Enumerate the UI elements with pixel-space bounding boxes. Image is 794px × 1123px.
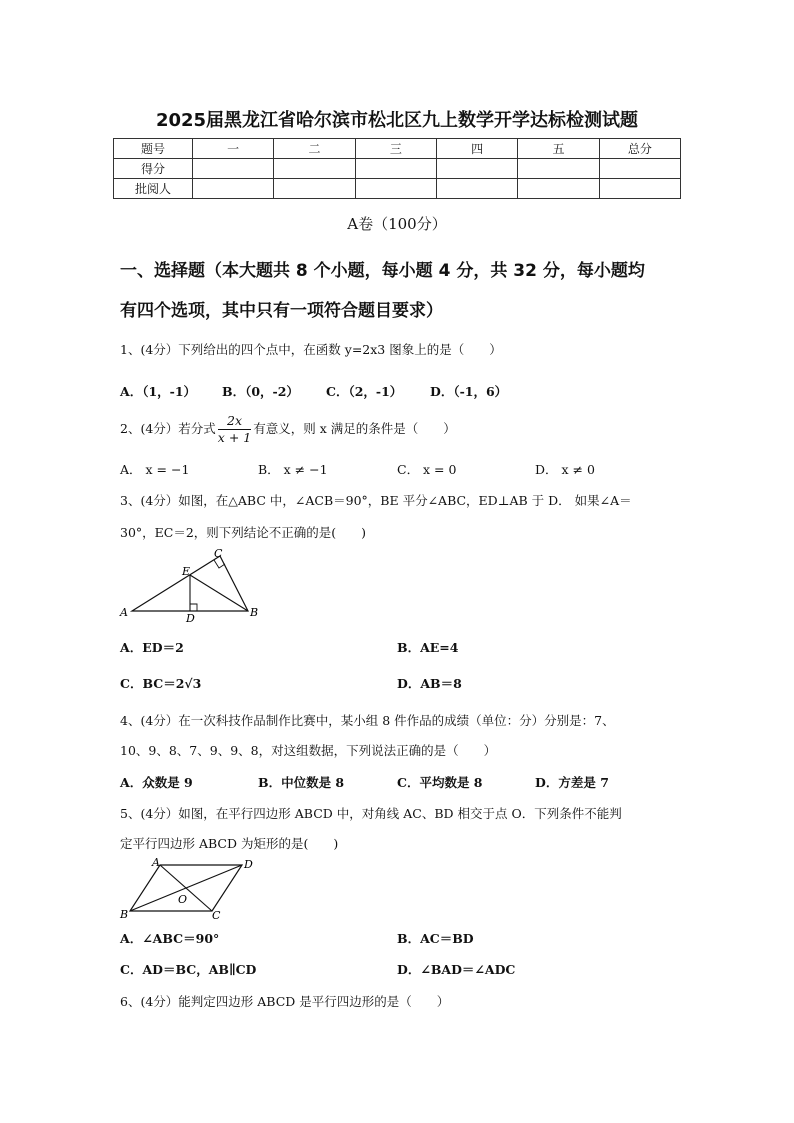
q2-option-c[interactable]: C． x = 0	[397, 462, 457, 477]
label-e: E	[182, 565, 191, 578]
right-angle-mark-d	[190, 604, 197, 611]
triangle-abc-figure	[112, 548, 272, 622]
score-table-row-label: 批阅人	[114, 179, 193, 199]
label-o: O	[178, 893, 188, 906]
question-6-text: 6、(4分）能判定四边形 ABCD 是平行四边形的是（ ）	[120, 994, 450, 1009]
score-table-row	[114, 159, 681, 179]
q2-prefix: 2、(4分）若分式	[120, 421, 216, 436]
q2-option-a[interactable]: A． x = −1	[120, 462, 190, 477]
q2-option-b[interactable]: B． x ≠ −1	[258, 462, 328, 477]
score-cell[interactable]	[518, 159, 599, 179]
right-angle-mark-c	[214, 560, 225, 568]
question-4-line2: 10、9、8、7、9、9、8，对这组数据，下列说法正确的是（ ）	[120, 743, 497, 758]
score-table-header-cell: 四	[436, 139, 517, 159]
score-table-row-label: 得分	[114, 159, 193, 179]
score-table-header-cell: 总分	[599, 139, 680, 159]
parallelogram-abcd-figure	[116, 855, 258, 921]
score-cell[interactable]	[599, 159, 680, 179]
score-cell[interactable]	[193, 179, 274, 199]
q4-option-c[interactable]: C．平均数是 8	[397, 775, 483, 790]
question-5-line2: 定平行四边形 ABCD 为矩形的是( )	[120, 836, 339, 851]
score-cell[interactable]	[355, 179, 436, 199]
q1-option-a[interactable]: A．（1，-1）	[120, 384, 197, 399]
q3-option-d[interactable]: D．AB＝8	[397, 676, 462, 691]
question-3-line2: 30°，EC＝2，则下列结论不正确的是( )	[120, 525, 367, 540]
score-table-header-cell: 题号	[114, 139, 193, 159]
score-table-header-cell: 五	[518, 139, 599, 159]
label-a: A	[120, 606, 128, 619]
section-heading-line2: 有四个选项，其中只有一项符合题目要求）	[120, 301, 443, 321]
question-3-line1: 3、(4分）如图，在△ABC 中，∠ACB＝90°，BE 平分∠ABC，ED⊥AB 于 D． 如果∠A＝	[120, 493, 632, 508]
q2-option-d[interactable]: D． x ≠ 0	[535, 462, 595, 477]
q3-option-a[interactable]: A．ED＝2	[120, 640, 184, 655]
label-d: D	[186, 612, 195, 622]
q2-suffix: 有意义，则 x 满足的条件是（ ）	[253, 421, 456, 436]
q5-option-c[interactable]: C．AD＝BC，AB∥CD	[120, 962, 257, 977]
q1-option-d[interactable]: D．（-1，6）	[430, 384, 508, 399]
label-b: B	[120, 908, 129, 921]
score-table-header-cell: 二	[274, 139, 355, 159]
score-cell[interactable]	[274, 159, 355, 179]
label-c: C	[212, 909, 221, 921]
q3-option-c[interactable]: C．BC＝2√3	[120, 676, 202, 691]
score-cell[interactable]	[599, 179, 680, 199]
label-c: C	[214, 548, 223, 560]
q2-fraction	[218, 413, 251, 446]
question-5-line1: 5、(4分）如图，在平行四边形 ABCD 中，对角线 AC、BD 相交于点 O．下列条件不能判	[120, 806, 622, 821]
section-heading-line1: 一、选择题（本大题共 8 个小题，每小题 4 分，共 32 分，每小题均	[120, 261, 645, 281]
question-1-text: 1、(4分）下列给出的四个点中，在函数 y=2x3 图象上的是（ ）	[120, 342, 502, 357]
score-table-row	[114, 179, 681, 199]
q1-option-b[interactable]: B．（0，-2）	[222, 384, 299, 399]
score-table-header-cell: 三	[355, 139, 436, 159]
paper-section-label: A卷（100分）	[347, 215, 447, 233]
question-4-line1: 4、(4分）在一次科技作品制作比赛中，某小组 8 件作品的成绩（单位：分）分别是：7、	[120, 713, 615, 728]
label-b: B	[250, 606, 259, 619]
score-cell[interactable]	[274, 179, 355, 199]
q2-fraction-denominator: x + 1	[217, 430, 252, 445]
q5-option-a[interactable]: A．∠ABC＝90°	[120, 931, 220, 946]
score-table-header-row	[114, 139, 681, 159]
score-cell[interactable]	[193, 159, 274, 179]
score-cell[interactable]	[436, 179, 517, 199]
q4-option-a[interactable]: A．众数是 9	[120, 775, 193, 790]
q4-option-b[interactable]: B．中位数是 8	[258, 775, 345, 790]
score-cell[interactable]	[355, 159, 436, 179]
label-d: D	[244, 858, 253, 871]
page-title: 2025届黑龙江省哈尔滨市松北区九上数学开学达标检测试题	[155, 110, 639, 131]
q5-option-d[interactable]: D．∠BAD＝∠ADC	[397, 962, 516, 977]
q3-option-b[interactable]: B．AE=4	[397, 640, 459, 655]
score-cell[interactable]	[518, 179, 599, 199]
label-a: A	[152, 856, 160, 869]
score-table	[113, 138, 681, 199]
score-cell[interactable]	[436, 159, 517, 179]
q4-option-d[interactable]: D．方差是 7	[535, 775, 609, 790]
q2-fraction-numerator: 2x	[218, 413, 251, 430]
q1-option-c[interactable]: C．（2，-1）	[326, 384, 403, 399]
q5-option-b[interactable]: B．AC＝BD	[397, 931, 474, 946]
score-table-header-cell: 一	[193, 139, 274, 159]
question-2-text	[120, 413, 456, 446]
